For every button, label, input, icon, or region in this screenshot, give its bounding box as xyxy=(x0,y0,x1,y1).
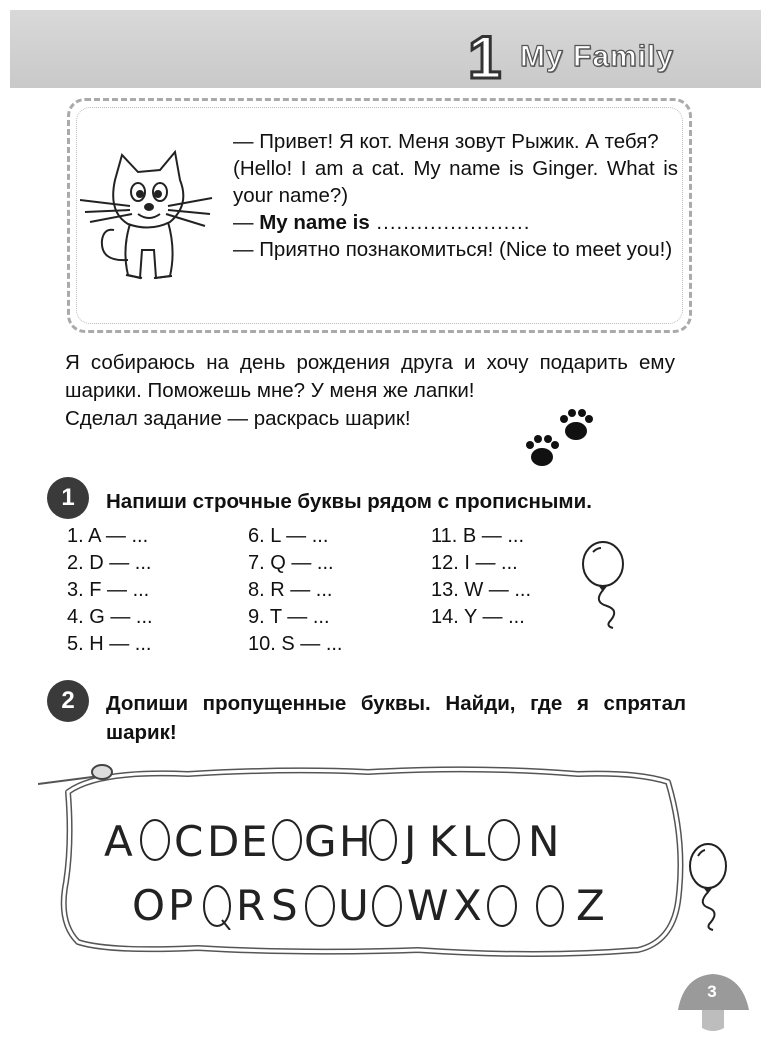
cat-illustration xyxy=(80,150,215,300)
paw-prints-icon xyxy=(522,407,597,472)
svg-text:H: H xyxy=(339,817,373,864)
exercise-1-instruction: Напиши строчные буквы рядом с прописными. xyxy=(106,490,592,513)
letter-item[interactable]: 8. R — ... xyxy=(248,579,333,601)
svg-text:R: R xyxy=(236,881,268,930)
story-line-2: Сделал задание — раскрась шарик! xyxy=(65,407,411,430)
blank-circle xyxy=(373,886,401,926)
exercise-2-instruction: Допиши пропущенные буквы. Найди, где я спрятал шарик! xyxy=(106,692,686,744)
blank-circle xyxy=(489,820,519,860)
alphabet-row-2-svg xyxy=(132,878,612,930)
lesson-header xyxy=(10,10,761,91)
svg-text:D: D xyxy=(207,817,242,864)
answer-blank[interactable]: ....................... xyxy=(369,211,531,234)
blank-circle xyxy=(204,886,230,926)
letter-item[interactable]: 11. B — ... xyxy=(431,525,524,547)
exercise-2-badge: 2 xyxy=(47,680,89,722)
answer-dash: — xyxy=(233,211,260,234)
letter-item[interactable]: 3. F — ... xyxy=(67,579,150,601)
svg-text:L: L xyxy=(462,817,488,864)
blank-circle xyxy=(370,820,396,860)
letter-item[interactable]: 4. G — ... xyxy=(67,606,153,628)
answer-prompt: My name is xyxy=(259,211,370,234)
svg-text:W: W xyxy=(407,881,451,930)
greeting-english: (Hello! I am a cat. My name is Ginger. What is your name?) xyxy=(233,157,678,207)
story-line-1: Я собираюсь на день рождения друга и хочу подарить ему шарики. Поможешь мне? У меня же лапки! xyxy=(65,351,675,402)
answer-line xyxy=(233,209,678,236)
letter-column-1 xyxy=(67,523,237,658)
letter-item[interactable]: 14. Y — ... xyxy=(431,606,525,628)
alphabet-row-1 xyxy=(104,814,634,874)
greeting-russian: — Привет! Я кот. Меня зовут Рыжик. А тебя? xyxy=(233,130,659,153)
svg-text:S: S xyxy=(271,881,300,930)
svg-text:J: J xyxy=(404,817,419,864)
letter-item[interactable]: 12. I — ... xyxy=(431,552,518,574)
exercise-1-badge: 1 xyxy=(47,477,89,519)
blank-circle xyxy=(273,820,301,860)
blank-circle xyxy=(306,886,334,926)
blank-circle xyxy=(488,886,516,926)
svg-text:G: G xyxy=(304,817,339,864)
letter-column-2 xyxy=(248,523,418,658)
letter-item[interactable]: 2. D — ... xyxy=(67,552,152,574)
letter-item[interactable]: 13. W — ... xyxy=(431,579,532,601)
intro-dialog xyxy=(233,128,678,263)
lesson-title: My Family xyxy=(520,40,675,73)
svg-text:A: A xyxy=(104,817,135,864)
blank-circle xyxy=(537,886,563,926)
svg-text:Z: Z xyxy=(576,881,607,930)
alphabet-row-1-svg xyxy=(104,814,634,864)
letter-item[interactable]: 1. A — ... xyxy=(67,525,149,547)
lesson-number: 1 xyxy=(468,24,502,91)
letter-item[interactable]: 10. S — ... xyxy=(248,633,343,655)
blank-circle xyxy=(141,820,169,860)
alphabet-row-2 xyxy=(132,878,612,940)
letter-item[interactable]: 5. H — ... xyxy=(67,633,152,655)
svg-text:O: O xyxy=(132,881,168,930)
svg-text:X: X xyxy=(453,881,484,930)
balloon-icon[interactable] xyxy=(683,842,733,932)
nice-to-meet: — Приятно познакомиться! (Nice to meet you!) xyxy=(233,238,673,261)
svg-text:E: E xyxy=(241,817,270,864)
svg-text:K: K xyxy=(429,817,459,864)
svg-text:P: P xyxy=(168,881,196,930)
letter-item[interactable]: 6. L — ... xyxy=(248,525,329,547)
svg-text:N: N xyxy=(528,817,562,864)
balloon-icon[interactable] xyxy=(573,540,633,630)
svg-text:C: C xyxy=(174,817,206,864)
page-number: 3 xyxy=(707,982,717,1001)
letter-item[interactable]: 9. T — ... xyxy=(248,606,330,628)
letter-item[interactable]: 7. Q — ... xyxy=(248,552,334,574)
svg-text:U: U xyxy=(338,881,371,930)
